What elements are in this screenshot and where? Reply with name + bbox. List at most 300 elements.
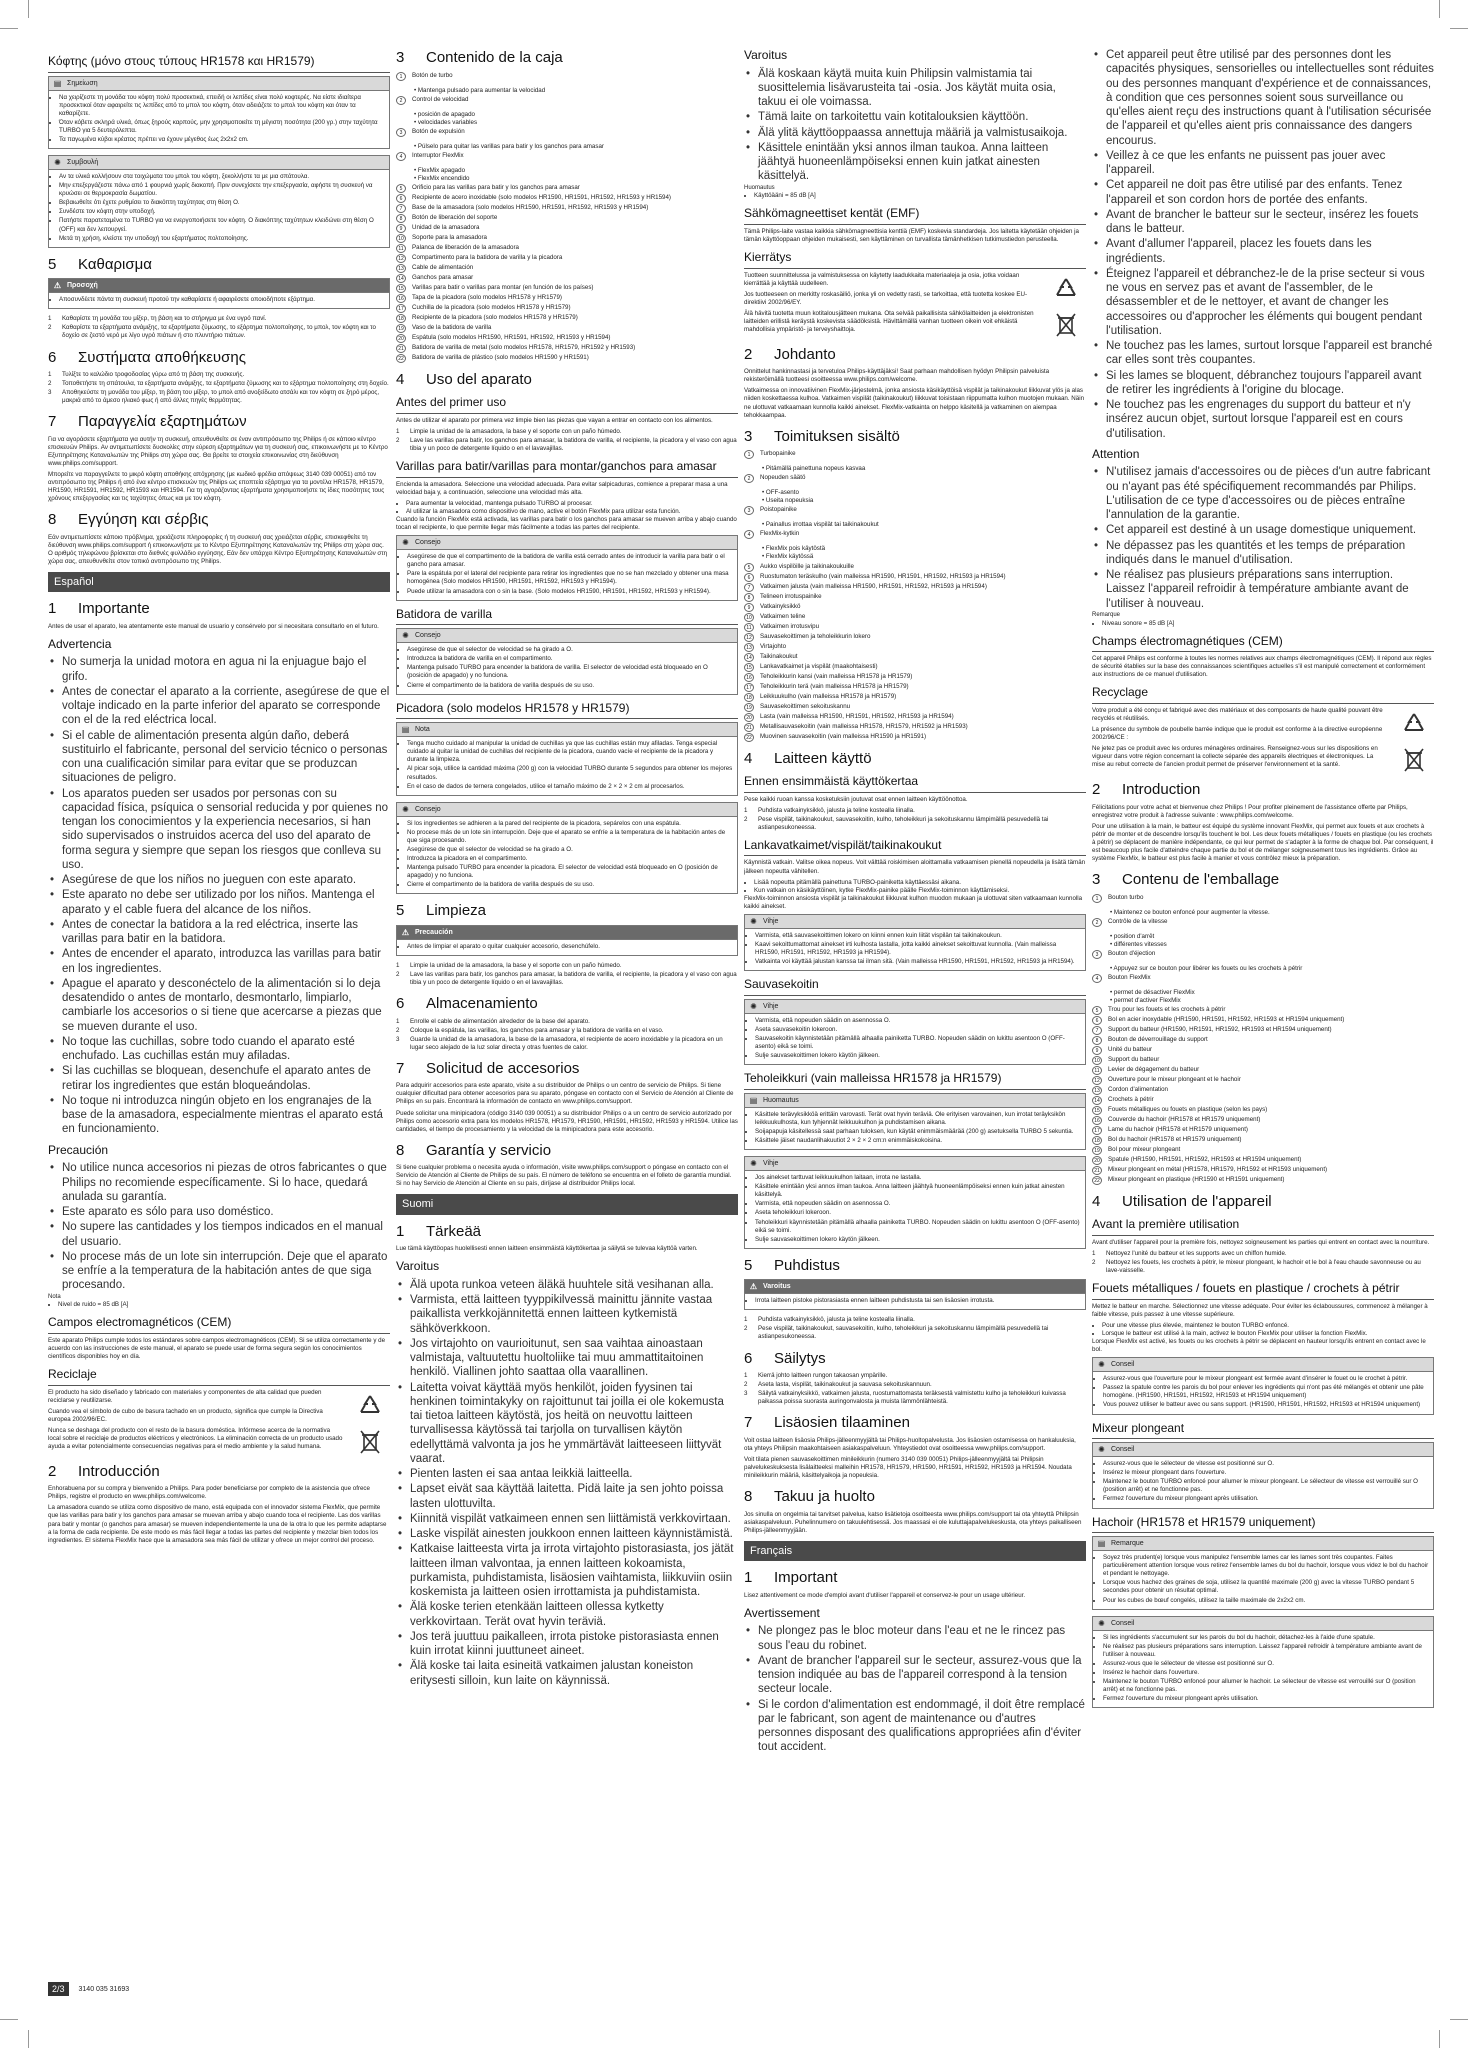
- subheading: Precaución: [48, 1142, 109, 1157]
- part-number: 4: [744, 530, 754, 539]
- part-label: Botón de liberación del soporte: [412, 213, 498, 221]
- part-item: [396, 294, 738, 303]
- part-number: 6: [1092, 1016, 1102, 1025]
- part-number: 3: [396, 128, 406, 137]
- part-number: 6: [396, 194, 406, 203]
- section-heading: 7 Solicitud de accesorios: [396, 1059, 580, 1077]
- part-number: 17: [744, 683, 754, 692]
- section-heading: 5 Καθαρισμα: [48, 255, 152, 273]
- part-label: Vaso de la batidora de varilla: [412, 323, 492, 331]
- part-number: 13: [1092, 1086, 1102, 1095]
- paragraph: Lisez attentivement ce mode d'emploi avant d'utiliser l'appareil et conservez-le pour un usage ultérieur.: [744, 1591, 1026, 1599]
- french-beat-list: • Pour une vitesse plus élevée, maintenez le bouton TURBO enfoncé. • Lorsque le batteur est utilisé à la main, activez le bouton FlexMix pour utiliser la fonction FlexMix.: [1092, 1322, 1434, 1338]
- list-item: • Αν τα υλικά κολλήσουν στα τοιχώματα του μπολ του κόφτη, ξεκολλήστε τα με μια σπάτουλα.: [59, 173, 385, 181]
- section-heading: 4 Laitteen käyttö: [744, 749, 872, 767]
- spanish-caution-box: ⚠ Precaución • Antes de limpiar el aparato o quitar cualquier accesorio, desenchúfelo.: [396, 925, 738, 956]
- part-label: Bouton d'éjection: [1108, 949, 1156, 957]
- note-icon: ▤: [749, 1095, 758, 1105]
- part-label: Control de velocidad: [412, 95, 469, 103]
- part-item: [396, 274, 738, 283]
- part-item: [744, 563, 1086, 572]
- part-item: [1092, 1126, 1434, 1135]
- part-number: 22: [1092, 1176, 1102, 1185]
- part-label: Spatule (HR1590, HR1591, HR1592, HR1593 et HR1594 uniquement): [1108, 1155, 1302, 1163]
- subheading: Avant la première utilisation: [1092, 1217, 1434, 1236]
- tip-icon: ✺: [750, 916, 757, 926]
- part-label: Compartimento para la batidora de varilla y la picadora: [412, 253, 563, 261]
- tip-icon: ✺: [402, 804, 409, 814]
- part-subitem: • position d'arrêt: [1110, 932, 1155, 940]
- part-number: 11: [1092, 1066, 1102, 1075]
- part-number: 9: [744, 603, 754, 612]
- part-label: Palanca de liberación de la amasadora: [412, 243, 519, 251]
- part-subitem: • Appuyez sur ce bouton pour libérer les fouets ou les crochets à pétrir: [1110, 964, 1303, 972]
- part-number: 15: [744, 663, 754, 672]
- part-label: Trou pour les fouets et les crochets à pétrir: [1108, 1005, 1226, 1013]
- section-heading: 3 Toimituksen sisältö: [744, 427, 900, 445]
- note-icon: ▤: [53, 78, 62, 88]
- finnish-store-steps: 1 Kierrä johto laitteen rungon takaosan ympärille. 2 Aseta lasta, vispilät, taikinakoukut ja sauvasa sekoituskannuun. 3 Säilytä vatkainyksikkö, vatkaimen jalusta, ruostumattomasta teräksestä valmistettu kulho ja teholeikkuri kuivassa paikassa poissa suorasta auringonvalosta ja muista lämmönlähteistä.: [744, 1372, 1066, 1406]
- list-item: • Μην επεξεργάζεστε πάνω από 1 φουρνιά χωρίς διακοπή. Πριν συνεχίσετε την επεξεργασία, αφήστε τη συσκευή να κρυώσει σε θερμοκρασία δωματίου.: [59, 182, 385, 198]
- spanish-before-steps: 1 Limpie la unidad de la amasadora, la base y el soporte con un paño húmedo. 2 Lave las varillas para batir, los ganchos para amasar, la batidora de varilla, el recipiente, la picadora y el vaso con agua tibia y un poco de detergente líquido o en el lavavajillas.: [396, 428, 737, 453]
- part-item: [1092, 1056, 1434, 1065]
- finnish-beat-tip-box: ✺ Vihje • Varmista, että sauvasekoittimen lokero on kiinni ennen kuin liität vispilän tai taikinakoukun. • Kaavi sekoittumattomat ainekset irti kulhosta lastalla, jotta kaikki ainekset sekoittuvat kunnolla. (Vain malleissa HR1590, HR1591, HR1592, HR1593 ja HR1594). • Vatkainta voi käyttää jalustan kanssa tai ilman sitä. (Vain malleissa HR1590, HR1591, HR1592, HR1593 ja HR1594).: [744, 914, 1086, 971]
- part-item: [744, 603, 1086, 612]
- part-number: 13: [396, 264, 406, 273]
- part-label: Batidora de varilla de plástico (solo modelos HR1590 y HR1591): [412, 353, 589, 361]
- paragraph: Pese kaikki ruoan kanssa kosketuksiin joutuvat osat ennen laitteen käyttöönottoa.: [744, 795, 968, 803]
- part-number: 22: [396, 354, 406, 363]
- finnish-chop-tip-box: ✺ Vihje • Jos ainekset tarttuvat leikkuukulhon laitaan, irrota ne lastalla. • Käsittele enintään yksi annos ilman taukoa. Anna laitteen jäähtyä huoneenlämpöiseksi ennen kuin jatkat ainesten käsittelyä. • Varmista, että nopeuden säädin on asennossa O. • Aseta teholeikkuri lokeroon. • Teholeikkuri käynnistetään pitämällä alhaalla painiketta TURBO. Nopeuden säädin on lukittu asentoon O (OFF-asento) eikä se toimi. • Sulje sauvasekoittimen lokero käytön jälkeen.: [744, 1156, 1086, 1249]
- part-label: Ouverture pour le mixeur plongeant et le hachoir: [1108, 1075, 1241, 1083]
- part-number: 11: [396, 244, 406, 253]
- part-number: 5: [744, 563, 754, 572]
- subheading: Picadora (solo modelos HR1578 y HR1579): [396, 701, 738, 720]
- tip-icon: ✺: [750, 1159, 757, 1169]
- part-item: [744, 530, 1086, 561]
- part-number: 8: [396, 214, 406, 223]
- part-item: [1092, 1096, 1434, 1105]
- part-label: Muovinen sauvasekoitin (vain malleissa HR1590 ja HR1591): [760, 732, 927, 740]
- part-subitem: • FlexMix apagado: [414, 166, 466, 174]
- part-label: Vatkaimen teline: [760, 612, 806, 620]
- part-item: [744, 733, 1086, 742]
- page-footer: [48, 1982, 129, 1996]
- part-item: [744, 613, 1086, 622]
- section-heading: 7 Παραγγελία εξαρτημάτων: [48, 413, 247, 431]
- part-number: 19: [744, 703, 754, 712]
- part-label: Soporte para la amasadora: [412, 233, 487, 241]
- part-label: Recipiente de acero inoxidable (solo modelos HR1590, HR1591, HR1592, HR1593 y HR1594): [412, 193, 671, 201]
- tip-icon: ✺: [1098, 1445, 1105, 1455]
- part-item: [1092, 1066, 1434, 1075]
- part-label: Bouton turbo: [1108, 893, 1144, 901]
- part-subitem: • Mantenga pulsado para aumentar la velocidad: [414, 86, 546, 94]
- section-heading: 7 Lisäosien tilaaminen: [744, 1414, 910, 1432]
- paragraph: Voit ostaa laitteen lisäosia Philips-jälleenmyyjältä tai Philips-huoltopalvelusta. Jos lisäosien ostamisessa on hankaluuksia, ota yhteys Philipsin maakohtaiseen asiakaspalveluun. Yhteystiedot ovat osoitteessa www.philips.com/support.: [744, 1436, 1076, 1452]
- part-number: 5: [396, 184, 406, 193]
- part-subitem: • Púlselo para quitar las varillas para batir y los ganchos para amasar: [414, 142, 604, 150]
- greek-chopper-title: Κόφτης (μόνο στους τύπους HR1578 και HR1579): [48, 54, 390, 73]
- part-item: [1092, 1136, 1434, 1145]
- part-subitem: • FlexMix käytössä: [762, 553, 814, 561]
- part-number: 16: [1092, 1116, 1102, 1125]
- column-3: [744, 48, 1086, 2010]
- paragraph: FlexMix-toiminnon ansiosta vispilät ja taikinakoukut liikkuvat kulhon muodon mukaan ja ulottuvat siten vatkaamaan kunnolla kaikki ainekset.: [744, 894, 1083, 910]
- list-item: • Τα παγωμένα κύβοι κρέατος πρέπει να έχουν μέγεθος έως 2x2x2 cm.: [59, 136, 385, 144]
- part-label: Unité du batteur: [1108, 1045, 1153, 1053]
- part-item: [1092, 1176, 1434, 1185]
- part-label: Lankavatkaimet ja vispilät (maakohtaisesti): [760, 662, 878, 670]
- part-number: 5: [1092, 1006, 1102, 1015]
- subheading: Batidora de varilla: [396, 607, 738, 626]
- part-subitem: • FlexMix encendido: [414, 174, 470, 182]
- column-4: [1092, 48, 1434, 2010]
- spanish-clean-steps: 1 Limpie la unidad de la amasadora, la base y el soporte con un paño húmedo. 2 Lave las varillas para batir, los ganchos para amasar, la batidora de varilla, el recipiente, la picadora y el vaso con agua tibia y un poco de detergente líquido o en el lavavajillas.: [396, 961, 737, 987]
- part-item: [396, 244, 738, 253]
- part-item: [1092, 1156, 1434, 1165]
- spanish-parts-list: [396, 72, 738, 363]
- part-label: Telineen irrotuspainike: [760, 592, 822, 600]
- part-label: Bol en acier inoxydable (HR1590, HR1591, HR1592, HR1593 et HR1594 uniquement): [1108, 1015, 1345, 1023]
- greek-storage-steps: 1 Τυλίξτε το καλώδιο τροφοδοσίας γύρω από τη βάση της συσκευής. 2 Τοποθετήστε τη σπάτουλα, τα εξαρτήματα ανάμιξης, τα εξαρτήματα ζύμωσης και το εξάρτημα πολτοποίησης στη δοχείο. 3 Αποθηκεύστε τη μονάδα του μίξερ, τη βάση του μίξερ, το μπολ από ανοξείδωτο ατσάλι και τον κόφτη σε ξηρό μέρος, μακριά από το άμεσο ηλιακό φως ή από άλλες πηγές θερμότητας.: [48, 371, 389, 405]
- part-label: Varillas para batir o varillas para montar (en función de los países): [412, 283, 594, 291]
- subheading: Antes del primer uso: [396, 395, 738, 414]
- part-label: FlexMix-kytkin: [760, 530, 800, 538]
- section-heading: 4 Uso del aparato: [396, 370, 532, 388]
- part-item: [396, 184, 738, 193]
- crop-mark: [28, 0, 29, 18]
- part-number: 21: [1092, 1166, 1102, 1175]
- section-heading: 2 Introduction: [1092, 781, 1201, 799]
- spanish-chopper-note-box: ▤ Nota • Tenga mucho cuidado al manipular la unidad de cuchillas ya que las cuchillas están muy afiladas. Tenga especial cuidado al quitar la unidad de cuchillas del recipiente de la picadora, cuando vacíe el recipiente de la picadora y durante la limpieza. • Al picar soja, utilice la cantidad máxima (200 g) con la velocidad TURBO durante 5 segundos para obtener los mejores resultados. • En el caso de dados de ternera congelados, utilice el tamaño máximo de 2 × 2 × 2 cm al procesarlos.: [396, 722, 738, 795]
- section-heading: 2 Johdanto: [744, 345, 836, 363]
- part-item: [744, 703, 1086, 712]
- french-parts-list: [1092, 894, 1434, 1185]
- list-item: • Μετά τη χρήση, κλείστε την υποδοχή του εξαρτήματος πολτοποίησης.: [59, 235, 385, 243]
- subheading: Sauvasekoitin: [744, 977, 1086, 996]
- subheading: Kierrätys: [744, 250, 1086, 269]
- paragraph: Puede solicitar una minipicadora (código 3140 039 00051) a su distribuidor Philips o a un centro de servicio autorizado por Philips como accesorio extra para los modelos HR1578, HR1579, HR1590, HR1591, HR1592, HR1593 y HR1594. Utilice las cantidades, el tiempo de procesamiento y la velocidad de la minipicadora para este accesorio.: [396, 1109, 738, 1133]
- section-heading: 1 Tärkeää: [396, 1222, 482, 1240]
- part-label: Nopeuden säätö: [760, 474, 806, 482]
- paragraph: Εάν αντιμετωπίσετε κάποιο πρόβλημα, χρειάζεστε πληροφορίες ή τη συσκευή σας χρειάζεται σέρβις, επισκεφθείτε τη διεύθυνση www.philips.com/support ή επικοινωνήστε με το Κέντρο Εξυπηρέτησης Καταναλωτών της Philips στη χώρα σας. Ο αριθμός τηλεφώνου βρίσκεται στο διεθνές φυλλάδιο εγγύησης. Εάν δεν υπάρχει Κέντρο Εξυπηρέτησης Καταναλωτών στη χώρα σας, απευθυνθείτε στον τοπικό αντιπρόσωπο της Philips.: [48, 533, 388, 565]
- paragraph: Tämä Philips-laite vastaa kaikkia sähkömagneettisia kenttiä (EMF) koskevia standardeja. Jos laitetta käytetään ohjeiden ja tämän käyttöoppaan ohjeiden mukaisesti, sen käyttäminen on turvallista tämänhetkisen tutkimustiedon perusteella.: [744, 228, 1079, 244]
- subheading: Varillas para batir/varillas para montar/ganchos para amasar: [396, 459, 738, 478]
- part-number: 7: [744, 583, 754, 592]
- warning-icon: ⚠: [53, 281, 62, 291]
- subheading: Advertencia: [48, 636, 112, 651]
- paragraph: Lorsque FlexMix est activé, les fouets ou les crochets à pétrir se déplacent en hauteur lorsqu'ils entrent en contact avec le bol.: [1092, 1338, 1426, 1354]
- part-item: [744, 583, 1086, 592]
- part-label: Lame du hachoir (HR1578 et HR1579 uniquement): [1108, 1125, 1248, 1133]
- section-heading: 6 Συστήματα αποθήκευσης: [48, 348, 246, 366]
- part-item: [744, 573, 1086, 582]
- part-number: 8: [744, 593, 754, 602]
- part-item: [744, 713, 1086, 722]
- part-label: Fouets métalliques ou fouets en plastique (selon les pays): [1108, 1105, 1268, 1113]
- french-chop-tip-box: ✺ Conseil • Si les ingrédients s'accumulent sur les parois du bol du hachoir, détachez-les à l'aide d'une spatule. • Ne réalisez pas plusieurs préparations sans interruption. Laissez l'appareil refroidir à température ambiante avant de l'utiliser à nouveau. • Assurez-vous que le sélecteur de vitesse est positionné sur O. • Insérez le hachoir dans l'ouverture. • Maintenez le bouton TURBO enfoncé pour allumer le hachoir. Le sélecteur de vitesse est verrouillé sur O (position arrêt) et ne fonctionne pas. • Fermez l'ouverture du mixeur plongeant après utilisation.: [1092, 1616, 1434, 1709]
- part-subitem: • posición de apagado: [414, 110, 475, 118]
- french-warning-list-part1: • Ne plongez pas le bloc moteur dans l'eau et ne le rincez pas sous l'eau du robinet. • Avant de brancher l'appareil sur le secteur, assurez-vous que la tension indiquée au bas de l'appareil correspond à la tension secteur locale. • Si le cordon d'alimentation est endommagé, il doit être remplacé par le fabricant, son agent de maintenance ou d'autres personnes disposant des qualifications appropriées afin d'éviter tout accident.: [744, 1624, 1086, 1754]
- part-item: [1092, 974, 1434, 1005]
- paragraph: Onnittelut hankinnastasi ja tervetuloa Philips-käyttäjäksi! Saat parhaan mahdollisen hyödyn Philipsin palveluista rekisteröimällä tuotteesi osoitteessa www.philips.com/welcome.: [744, 368, 1050, 384]
- paragraph: Enhorabuena por su compra y bienvenido a Philips. Para poder beneficiarse por completo de la asistencia que ofrece Philips, registre el producto en www.philips.com/welcome.: [48, 1485, 370, 1501]
- part-label: Unidad de la amasadora: [412, 223, 480, 231]
- section-heading: 4 Utilisation de l'appareil: [1092, 1192, 1272, 1210]
- part-number: 2: [1092, 918, 1102, 927]
- part-item: [1092, 1026, 1434, 1035]
- subheading: Avertissement: [744, 1605, 820, 1620]
- part-item: [744, 450, 1086, 473]
- spanish-beaters-tip-box: ✺ Consejo • Asegúrese de que el compartimento de la batidora de varilla está cerrado antes de introducir la varilla para batir o el gancho para amasar. • Pare la espátula por el lateral del recipiente para retirar los ingredientes que no se han mezclado y obtener una masa homogénea (Solo modelos HR1590, HR1591, HR1592, HR1593 y HR1594). • Puede utilizar la amasadora con o sin la base. (Solo modelos HR1590, HR1591, HR1592, HR1593 y HR1594).: [396, 535, 738, 600]
- section-heading: 6 Säilytys: [744, 1349, 826, 1367]
- part-number: 6: [744, 573, 754, 582]
- column-2: [396, 48, 738, 2010]
- part-label: Teholeikkurin terä (vain malleissa HR1578 ja HR1579): [760, 682, 909, 690]
- subheading: Fouets métalliques / fouets en plastique / crochets à pétrir: [1092, 1281, 1434, 1300]
- greek-note-box: [48, 76, 390, 149]
- part-label: Lasta (vain malleissa HR1590, HR1591, HR1592, HR1593 ja HR1594): [760, 712, 954, 720]
- section-heading: 1 Important: [744, 1569, 838, 1587]
- section-heading: 8 Garantía y servicio: [396, 1141, 552, 1159]
- part-number: 19: [1092, 1146, 1102, 1155]
- crop-mark: [1439, 0, 1440, 18]
- paragraph: Para adquirir accesorios para este aparato, visite a su distribuidor de Philips o un centro de servicio de Philips. Si tiene cualquier dificultad para obtener accesorios para su aparato, póngase en contacto con el Servicio de Atención al Cliente de Philips en su país. Encontrará la información de contacto en www.philips.com/support.: [396, 1082, 734, 1106]
- language-bar-french: Français: [744, 1541, 1086, 1561]
- recycle-icon: [1401, 711, 1427, 737]
- part-label: Ganchos para amasar: [412, 273, 474, 281]
- part-subitem: • Maintenez ce bouton enfoncé pour augmenter la vitesse.: [1110, 908, 1270, 916]
- spanish-store-steps: 1 Enrolle el cable de alimentación alrededor de la base del aparato. 2 Coloque la espátula, las varillas, los ganchos para amasar y la batidora de varilla en el vaso. 3 Guarde la unidad de la amasadora, la base de la amasadora, el recipiente de acero inoxidable y la picadora en un lugar seco alejado de la luz solar directa y otras fuentes de calor.: [396, 1017, 723, 1051]
- subheading: Recyclage: [1092, 685, 1434, 704]
- finnish-stick-tip-box: ✺ Vihje • Varmista, että nopeuden säädin on asennossa O. • Aseta sauvasekoitin lokeroon. • Sauvasekoitin käynnistetään pitämällä alhaalla painiketta TURBO. Nopeuden säädin on lukittu asentoon O (OFF-asento) eikä se toimi. • Sulje sauvasekoittimen lokero käytön jälkeen.: [744, 999, 1086, 1065]
- part-number: 3: [744, 506, 754, 515]
- part-item: [744, 506, 1086, 529]
- part-number: 10: [1092, 1056, 1102, 1065]
- language-bar-spanish: Español: [48, 572, 390, 592]
- part-label: Recipiente de la picadora (solo modelos HR1578 y HR1579): [412, 313, 578, 321]
- part-subitem: • OFF-asento: [762, 489, 799, 497]
- paragraph: Mettez le batteur en marche. Sélectionnez une vitesse adéquate. Pour éviter les éclaboussures, commencez à mélanger à faible vitesse, puis passez à une vitesse supérieure.: [1092, 1302, 1428, 1318]
- crossed-bin-icon: [1403, 747, 1425, 773]
- part-label: Bouton FlexMix: [1108, 973, 1151, 981]
- crop-mark: [0, 2019, 18, 2020]
- note-label: Remarque: [1092, 611, 1121, 618]
- list-item: • Να χειρίζεστε τη μονάδα του κόφτη πολύ προσεκτικά, επειδή οι λεπίδες είναι πολύ κοφτερές. Να είστε ιδιαίτερα προσεκτικοί όταν αφαιρείτε τις λεπίδες από το μπολ του κόφτη, όταν αδειάζετε το μπολ του κόφτη και όταν τα καθαρίζετε.: [59, 94, 385, 118]
- part-number: 11: [744, 623, 754, 632]
- finnish-warning-list: • Älä upota runkoa veteen äläkä huuhtele sitä vesihanan alla. • Varmista, että laitteen tyyppikilvessä mainittu jännite vastaa paikallista verkkojännitettä ennen laitteen kytkemistä sähköverkkoon. • Jos virtajohto on vaurioitunut, sen saa vaihtaa ainoastaan valmistaja, valtuutettu huoltoliike tai muu ammattitaitoinen henkilö. Viallinen johto saattaa olla vaarallinen. • Laitetta voivat käyttää myös henkilöt, joiden fyysinen tai henkinen toimintakyky on rajoittunut tai joilla ei ole kokemusta tai tietoa laitteen käytöstä, jos heitä on neuvottu laitteen turvallisessa käytössä tai tarjolla on turvallisen käytön edellyttämä valvonta ja jos he ymmärtävät laitteeseen liittyvät vaarat. • Pienten lasten ei saa antaa leikkiä laitteella. • Lapset eivät saa käyttää laitetta. Pidä laite ja sen johto poissa lasten ulottuvilta. • Kiinnitä vispilät vatkaimeen ennen sen liittämistä verkkovirtaan. • Laske vispilät ainesten joukkoon ennen laitteen käynnistämistä. • Katkaise laitteesta virta ja irrota virtajohto pistorasiasta, jos jätät laitteen ilman valvontaa, ja ennen laitteen kokoamista, purkamista, puhdistamista, lisäosien vaihtamista, liikkuviin osiin koskemista ja laitteen osien irrottamista ja puhdistamista. • Älä koske terien etenkään laitteen ollessa kytketty verkkovirtaan. Terät ovat hyvin teräviä. • Jos terä juuttuu paikalleen, irrota pistoke pistorasiasta ennen kuin irrotat kiinni juuttuneet aineet. • Älä koske tai laita esineitä vatkaimen jalustan koneiston eritysesti silloin, kun laite on käynnissä.: [396, 1278, 738, 1688]
- part-item: [1092, 1076, 1434, 1085]
- part-item: [1092, 1006, 1434, 1015]
- finnish-beat-list: • Lisää nopeutta pitämällä painettuna TURBO-painiketta käyttäessäsi aikana. • Kun vatkain on käsikäyttöinen, kytke FlexMix-painike päälle FlexMix-toiminnon käyttämiseksi.: [744, 879, 1086, 895]
- section-heading: 3 Contenido de la caja: [396, 49, 563, 66]
- section-heading: 3 Contenu de l'emballage: [1092, 871, 1280, 889]
- part-number: 16: [396, 294, 406, 303]
- crop-mark: [0, 28, 18, 29]
- part-item: [396, 334, 738, 343]
- part-number: 15: [396, 284, 406, 293]
- subheading: Attention: [1092, 446, 1140, 461]
- tip-icon: ✺: [402, 538, 409, 548]
- document-code: 3140 035 31693: [78, 1985, 130, 1993]
- greek-note-list: [49, 91, 389, 148]
- part-item: [1092, 1116, 1434, 1125]
- warning-icon: ⚠: [401, 927, 410, 937]
- part-number: 1: [1092, 894, 1102, 903]
- part-number: 19: [396, 324, 406, 333]
- part-item: [744, 474, 1086, 505]
- french-stick-tip-box: ✺ Conseil • Assurez-vous que le sélecteur de vitesse est positionné sur O. • Insérez le mixeur plongeant dans l'ouverture. • Maintenez le bouton TURBO enfoncé pour allumer le mixeur plongeant. Le sélecteur de vitesse est verrouillé sur O (position arrêt) et ne fonctionne pas. • Fermez l'ouverture du mixeur plongeant après utilisation.: [1092, 1442, 1434, 1508]
- tip-icon: ✺: [1098, 1618, 1105, 1628]
- paragraph: Félicitations pour votre achat et bienvenue chez Philips ! Pour profiter pleinement de l'assistance offerte par Philips, enregistrez votre produit à l'adresse suivante : www.philips.com/welcome.: [1092, 803, 1408, 819]
- part-label: Mixeur plongeant en métal (HR1578, HR1579, HR1592 et HR1593 uniquement): [1108, 1165, 1328, 1173]
- part-item: [744, 643, 1086, 652]
- paragraph: Pour une utilisation à la main, le batteur est équipé du système innovant FlexMix, qui permet aux fouets et aux crochets à pétrir de monter et de descendre lorsqu'ils touchent le bol. Les deux fouets métalliques / fouets en plastique (ou les crochets à pétrir) se déplacent de manière indépendante, ce qui leur permet de s'adapter à la forme de chaque bol. Par conséquent, il est beaucoup plus facile d'atteindre chaque partie du bol et de mélanger soigneusement tous les ingrédients. Grâce au système FlexMix, le batteur est plus facile à manier et vous contrôlez mieux la préparation.: [1092, 822, 1434, 862]
- greek-tip-list: [49, 170, 389, 247]
- part-subitem: • Pitämällä painettuna nopeus kasvaa: [762, 465, 866, 473]
- part-number: 1: [396, 72, 406, 81]
- part-number: 7: [396, 204, 406, 213]
- french-beat-tip-box: ✺ Conseil • Assurez-vous que l'ouverture pour le mixeur plongeant est fermée avant d'insérer le fouet ou le crochet à pétrir. • Passez la spatule contre les parois du bol pour enlever les ingrédients qui n'ont pas été mélangés et obtenir une pâte homogène. (HR1590, HR1591, HR1592, HR1593 et HR1594 uniquement) • Vous pouvez utiliser le batteur avec ou sans support. (HR1590, HR1591, HR1592, HR1593 et HR1594 uniquement): [1092, 1357, 1434, 1414]
- part-subitem: • permet d'activer FlexMix: [1110, 996, 1181, 1004]
- part-number: 12: [744, 633, 754, 642]
- part-number: 10: [396, 234, 406, 243]
- part-item: [396, 96, 738, 127]
- finnish-chop-note-box: ▤ Huomautus • Käsittele terävyksikköä erittäin varovasti. Terät ovat hyvin teräviä. Ole erityisen varovainen, kun irrotat teräyksikön leikkuukulhosta, kun tyhjennät leikkuukulhon ja puhdistamisen aikana. • Soijapapuja käsitellessä saat parhaan tuloksen, kun käytät enimmäismäärää (200 g) asetuksella TURBO 5 sekuntia. • Käsittele jäiset naudanlihakuutiot 2 × 2 × 2 cm:n enimmäiskokoisina.: [744, 1093, 1086, 1150]
- paragraph: Avant d'utiliser l'appareil pour la première fois, nettoyez soigneusement les parties qui entrent en contact avec la nourriture.: [1092, 1238, 1430, 1246]
- part-label: Tapa de la picadora (solo modelos HR1578 y HR1579): [412, 293, 562, 301]
- part-label: Mixeur plongeant en plastique (HR1590 et HR1591 uniquement): [1108, 1175, 1285, 1183]
- part-label: Botón de expulsión: [412, 127, 465, 135]
- part-number: 2: [396, 96, 406, 105]
- part-label: Bol du hachoir (HR1578 et HR1579 uniquement): [1108, 1135, 1242, 1143]
- list-item: • Βεβαιωθείτε ότι έχετε ρυθμίσει το διακόπτη ταχύτητας στη θέση O.: [59, 199, 385, 207]
- part-label: Sauvasekoittimen ja teholeikkurin lokero: [760, 632, 871, 640]
- subheading: Champs électromagnétiques (CEM): [1092, 634, 1434, 653]
- paragraph: Encienda la amasadora. Seleccione una velocidad adecuada. Para evitar salpicaduras, comience a preparar masa a una velocidad baja y, a continuación, seleccione una velocidad más alta.: [396, 480, 728, 496]
- part-item: [1092, 1106, 1434, 1115]
- section-heading: 1 Importante: [48, 600, 150, 618]
- part-number: 22: [744, 733, 754, 742]
- part-number: 10: [744, 613, 754, 622]
- finnish-clean-steps: 1 Puhdista vatkainyksikkö, jalusta ja teline kostealla liinalla. 2 Pese vispilät, taikinakoukut, sauvasekoitin, kulho, teholeikkuri ja sekoituskannu lämpimällä pesuvedellä tai astianpesukoneessa.: [744, 1316, 1049, 1341]
- part-label: Virtajohto: [760, 642, 787, 650]
- part-number: 3: [1092, 950, 1102, 959]
- paragraph: La amasadora cuando se utiliza como dispositivo de mano, está equipada con el innovador sistema FlexMix, que permite que las varillas para batir y los ganchos para amasar se muevan arriba y abajo cuando toca el recipiente. Las dos varillas para batir y montar (o ganchos para amasar) se mueven independientemente la una de la otra lo que les permite adaptarse a la forma de cada recipiente. De este modo es más fácil llegar a todas las partes del recipiente y mezclar bien todos los ingredientes. El sistema FlexMix hace que la amasadora sea más fácil de utilizar y ofrece un mejor control del proceso.: [48, 1504, 387, 1544]
- subheading: Sähkömagneettiset kentät (EMF): [744, 206, 1086, 225]
- paragraph: Lue tämä käyttöopas huolellisesti ennen laitteen ensimmäistä käyttökertaa ja säilytä se tulevaa käyttöä varten.: [396, 1245, 698, 1253]
- spanish-beaters-list: • Para aumentar la velocidad, mantenga pulsado TURBO al procesar. • Al utilizar la amasadora como dispositivo de mano, active el botón FlexMix para utilizar esta función.: [396, 500, 738, 516]
- part-number: 14: [1092, 1096, 1102, 1105]
- french-warning-list-part2: • Cet appareil peut être utilisé par des personnes dont les capacités physiques, sensorielles ou intellectuelles sont réduites ou des personnes manquant d'expérience et de connaissances, à condition que ces personnes soient sous surveillance ou qu'elles aient reçu des instructions quant à l'utilisation sécurisée de l'appareil et qu'elles aient pris connaissance des dangers encourus. • Veillez à ce que les enfants ne puissent pas jouer avec l'appareil. • Cet appareil ne doit pas être utilisé par des enfants. Tenez l'appareil et son cordon hors de portée des enfants. • Avant de brancher le batteur sur le secteur, insérez les fouets dans le batteur. • Avant d'allumer l'appareil, placez les fouets dans les ingrédients. • Éteignez l'appareil et débranchez-le de la prise secteur si vous ne vous en servez pas et avant de l'assembler, de le désassembler et de le nettoyer, et avant de changer les accessoires ou d'approcher les éléments qui bougent pendant l'utilisation. • Ne touchez pas les lames, surtout lorsque l'appareil est branché car elles sont très coupantes. • Si les lames se bloquent, débranchez toujours l'appareil avant de retirer les ingrédients à l'origine du blocage. • Ne touchez pas les engrenages du support du batteur et n'y insérez aucun objet, surtout lorsque l'appareil est en cours d'utilisation.: [1092, 48, 1434, 441]
- part-item: [744, 633, 1086, 642]
- part-label: Interruptor FlexMix: [412, 151, 464, 159]
- part-label: Sauvasekoittimen sekoituskannu: [760, 702, 851, 710]
- part-subitem: • différentes vitesses: [1110, 940, 1167, 948]
- part-number: 14: [396, 274, 406, 283]
- part-label: Botón de turbo: [412, 71, 453, 79]
- part-label: Orificio para las varillas para batir y los ganchos para amasar: [412, 183, 580, 191]
- note-label: Σημείωση: [67, 79, 98, 87]
- paragraph: Cet appareil Philips est conforme à toutes les normes relatives aux champs électromagnétiques (CEM). Il répond aux règles de sécurité établies sur la base des connaissances scientifiques actuelles s'il est manipulé correctement et conformément aux instructions de ce manuel d'utilisation.: [1092, 655, 1432, 679]
- crop-mark: [1450, 2019, 1468, 2020]
- list-item: • Αποσυνδέετε πάντα τη συσκευή προτού την καθαρίσετε ή αφαιρέσετε οποιοδήποτε εξάρτημα.: [59, 296, 385, 304]
- part-label: Poistopainike: [760, 506, 797, 514]
- part-label: Batidora de varilla de metal (solo modelos HR1578, HR1579, HR1592 y HR1593): [412, 343, 636, 351]
- subheading: Teholeikkuri (vain malleissa HR1578 ja HR1579): [744, 1071, 1086, 1090]
- section-heading: 8 Takuu ja huolto: [744, 1488, 875, 1506]
- part-item: [744, 673, 1086, 682]
- warning-icon: ⚠: [749, 1282, 758, 1292]
- part-item: [1092, 1086, 1434, 1095]
- subheading: Mixeur plongeant: [1092, 1421, 1434, 1440]
- part-label: Cordon d'alimentation: [1108, 1085, 1168, 1093]
- part-label: Ruostumaton teräskulho (vain malleissa HR1590, HR1591, HR1592, HR1593 ja HR1594): [760, 572, 1006, 580]
- subheading: Lankavatkaimet/vispilät/taikinakoukut: [744, 838, 1086, 857]
- part-number: 21: [744, 723, 754, 732]
- note-icon: ▤: [1097, 1539, 1106, 1549]
- recycle-icon: [357, 1393, 383, 1419]
- french-before-steps: 1 Nettoyez l'unité du batteur et les supports avec un chiffon humide. 2 Nettoyez les fouets, les crochets à pétrir, le mixeur plongeant, le hachoir et le bol à l'eau chaude savonneuse ou au lave-vaisselle.: [1092, 1250, 1421, 1275]
- part-item: [396, 224, 738, 233]
- finnish-caution-box: ⚠ Varoitus • Irrota laitteen pistoke pistorasiasta ennen laitteen puhdistusta tai sen lisäosien irrotusta.: [744, 1279, 1086, 1310]
- spanish-warning-list: • No sumerja la unidad motora en agua ni la enjuague bajo el grifo. • Antes de conectar el aparato a la corriente, asegúrese de que el voltaje indicado en la parte inferior del aparato se corresponde con el de la red eléctrica local. • Si el cable de alimentación presenta algún daño, deberá sustituirlo el fabricante, personal del servicio técnico o personas con una cualificación similar para evitar que se produzcan situaciones de peligro. • Los aparatos pueden ser usados por personas con su capacidad física, psíquica o sensorial reducida y por quienes no tengan los conocimientos y la experiencia necesarios, si han sido supervisados o instruidos acerca del uso del aparato de forma segura y siempre que sepan los riesgos que conlleva su uso. • Asegúrese de que los niños no jueguen con este aparato. • Este aparato no debe ser utilizado por los niños. Mantenga el aparato y el cable fuera del alcance de los niños. • Antes de conectar la batidora a la red eléctrica, inserte las varillas para batir en la batidora. • Antes de encender el aparato, introduzca las varillas para batir en los ingredientes. • Apague el aparato y desconéctelo de la alimentación si lo deja desatendido o antes de montarlo, desmontarlo, limpiarlo, cambiarle los accesorios o si tiene que acercarse a piezas que se mueven durante el uso. • No toque las cuchillas, sobre todo cuando el aparato esté enchufado. Las cuchillas están muy afiladas. • Si las cuchillas se bloquean, desenchufe el aparato antes de retirar los ingredientes que están bloqueándolas. • No toque ni introduzca ningún objeto en los engranajes de la base de la amasadora, especialmente mientras el aparato está en funcionamiento.: [48, 655, 390, 1136]
- part-label: Vatkaimen irrotusvipu: [760, 622, 820, 630]
- part-label: Leikkuukulho (vain malleissa HR1578 ja HR1579): [760, 692, 897, 700]
- part-number: 17: [1092, 1126, 1102, 1135]
- tip-icon: ✺: [402, 631, 409, 641]
- part-number: 9: [396, 224, 406, 233]
- part-item: [396, 324, 738, 333]
- part-label: Base de la amasadora (solo modelos HR1590, HR1591, HR1592, HR1593 y HR1594): [412, 203, 649, 211]
- part-item: [396, 152, 738, 183]
- part-item: [1092, 918, 1434, 949]
- part-label: Vatkaimen jalusta (vain malleissa HR1590, HR1591, HR1592, HR1593 ja HR1594): [760, 582, 987, 590]
- crop-mark: [1439, 2030, 1440, 2048]
- page-number: 2/3: [48, 1982, 69, 1996]
- section-heading: 8 Εγγύηση και σέρβις: [48, 511, 209, 529]
- part-item: [744, 623, 1086, 632]
- part-label: Cuchilla de la picadora (solo modelos HR1578 y HR1579): [412, 303, 571, 311]
- section-heading: 5 Limpieza: [396, 902, 487, 920]
- subheading: Ennen ensimmäistä käyttökertaa: [744, 774, 1086, 793]
- part-item: [1092, 1016, 1434, 1025]
- part-label: Couvercle du hachoir (HR1578 et HR1579 uniquement): [1108, 1115, 1261, 1123]
- finnish-parts-list: [744, 450, 1086, 741]
- section-heading: 6 Almacenamiento: [396, 995, 538, 1013]
- part-subitem: • velocidades variables: [414, 118, 478, 126]
- part-label: Crochets à pétrir: [1108, 1095, 1154, 1103]
- part-item: [744, 653, 1086, 662]
- paragraph: Μπορείτε να παραγγείλετε το μικρό κόφτη αποθήκης απόχρησης (με κωδικό φρέδια απόψεως 3140 039 00051) από τον αντιπρόσωπο της Philips ή από ένα κέντρο επισκευών της Philips ως εποπτεία εξάρτημα για τα μοντέλα HR1578, HR1579, HR1590, HR1591, HR1592, HR1593 και HR1594. Για τη αγοράζοντας εξαρτήματα χρησιμοποιήστε τις ίδιες ποσότητες τους χρόνους επεξεργασίας και τις ταχύτητες όπως και με τον κόφτη.: [48, 471, 385, 503]
- part-subitem: • Painallus irrottaa vispilät tai taikinakoukut: [762, 521, 879, 529]
- part-number: 4: [396, 152, 406, 161]
- part-label: Vatkainyksikkö: [760, 602, 801, 610]
- recycling-block: Votre produit a été conçu et fabriqué avec des matériaux et des composants de haute qualité pouvant être recyclés et réutilisés. La présence du symbole de poubelle barrée indique que le produit est conforme à la directive européenne 2002/96/CE : Ne jetez pas ce produit avec les ordures ménagères ordinaires. Renseignez-vous sur les dispositions en vigueur dans votre région concernant la collecte séparée des appareils électriques et électroniques. La mise au rebut correcte de l'ancien produit permet de préserver l'environnement et la santé.: [1092, 707, 1434, 773]
- part-item: [396, 254, 738, 263]
- part-number: 1: [744, 450, 754, 459]
- list-item: • Όταν κόβετε σκληρά υλικά, όπως ξηρούς καρπούς, μην χρησιμοποιείτε τη μέγιστη ποσότητα (200 γρ.) στην ταχύτητα TURBO για 5 δευτερόλεπτα.: [59, 119, 385, 135]
- part-label: Taikinakoukut: [760, 652, 798, 660]
- part-number: 20: [396, 334, 406, 343]
- greek-tip-box: [48, 155, 390, 248]
- paragraph: Käynnistä vatkain. Valitse oikea nopeus. Voit välttää roiskimisen aloittamalla vatkaamisen pienellä nopeudella ja lisätä tämän jälkeen nopeutta vähitellen.: [744, 859, 1086, 875]
- spanish-stick-tip-box: ✺ Consejo • Asegúrese de que el selector de velocidad se ha girado a O. • Introduzca la batidora de varilla en el compartimento. • Mantenga pulsado TURBO para encender la batidora de varilla. El selector de velocidad está bloqueado en O (posición de apagado) y no funciona. • Cierre el compartimento de la batidora de varilla después de su uso.: [396, 628, 738, 694]
- part-item: [396, 284, 738, 293]
- subheading: Varoitus: [396, 1259, 440, 1274]
- paragraph: Για να αγοράσετε εξαρτήματα για αυτήν τη συσκευή, απευθυνθείτε σε έναν αντιπρόσωπο της Philips ή σε κάποιο κέντρο επισκευών Philips. Αν αντιμετωπίσετε δυσκολίες στην εύρεση εξαρτημάτων για τη συσκευή σας, επικοινωνήστε με το Κέντρο Εξυπηρέτησης Καταναλωτών της Philips στη χώρα σας. Θα βρείτε τα στοιχεία επικοινωνίας στη διεύθυνση www.philips.com/support.: [48, 435, 388, 467]
